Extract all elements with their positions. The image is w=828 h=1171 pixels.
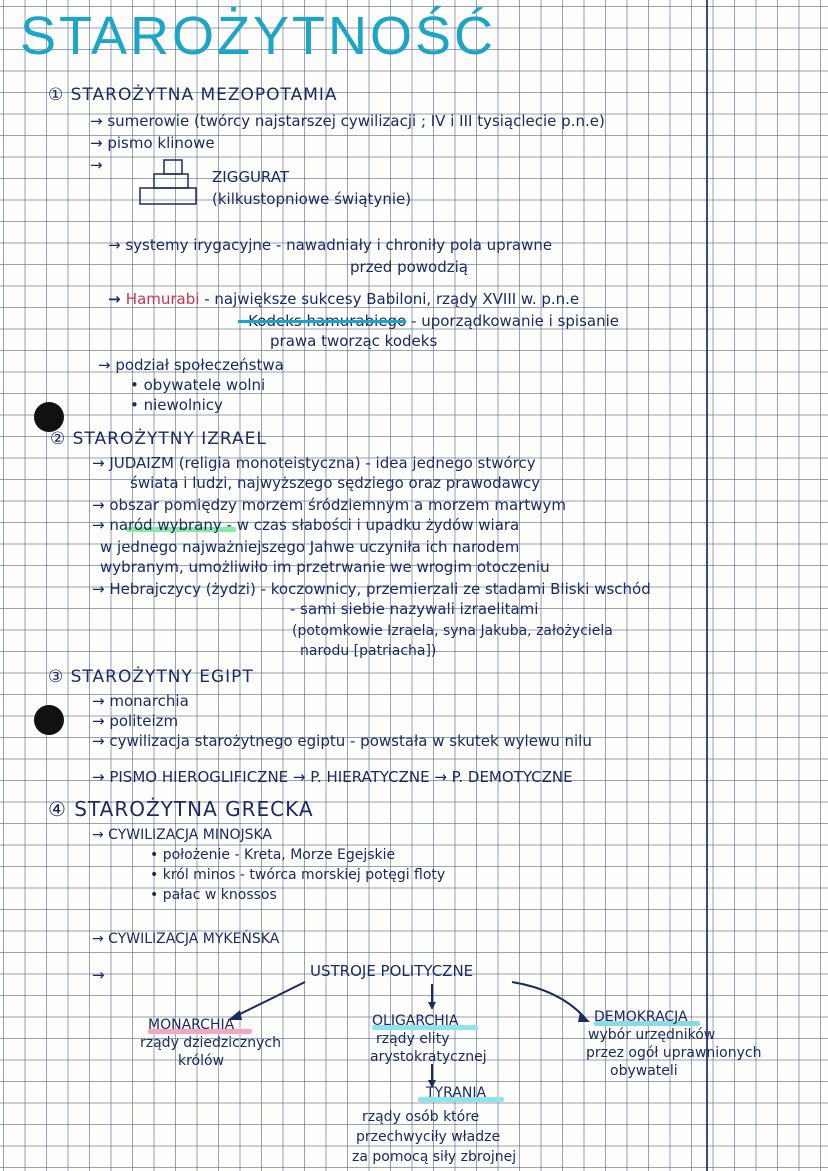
binder-hole — [34, 705, 64, 735]
note-line: → CYWILIZACJA MYKEŃSKA — [92, 931, 280, 947]
note-line: rządy elity — [376, 1031, 450, 1047]
note-line: (potomkowie Izraela, syna Jakuba, założyciela — [292, 623, 613, 639]
note-line: → — [90, 156, 103, 174]
note-line: (kilkustopniowe świątynie) — [212, 190, 412, 208]
ustroje-heading: USTROJE POLITYCZNE — [310, 962, 474, 980]
note-line: - sami siebie nazywali izraelitami — [290, 600, 539, 618]
note-line: obywateli — [610, 1063, 678, 1079]
note-line: arystokratycznej — [370, 1049, 487, 1065]
note-line — [92, 516, 519, 534]
tyrania-label: TYRANIA — [426, 1085, 487, 1101]
note-line: → CYWILIZACJA MINOJSKA — [92, 827, 272, 843]
note-line: królów — [178, 1053, 225, 1069]
note-text: - uporządkowanie i spisanie — [406, 312, 619, 330]
section-heading-mezopotamia: ① STAROŻYTNA MEZOPOTAMIA — [48, 85, 338, 105]
note-line: → pismo klinowe — [90, 134, 215, 152]
highlighted-term: → naród wybrany — [92, 516, 222, 534]
note-text: - w czas słabości i upadku żydów wiara — [221, 516, 520, 534]
section-heading-egipt: ③ STAROŻYTNY EGIPT — [48, 667, 254, 687]
note-line: • pałac w knossos — [150, 887, 277, 903]
note-line: wybór urzędników — [588, 1027, 716, 1043]
note-line: • niewolnicy — [130, 396, 223, 414]
note-line: → Hebrajczycy (żydzi) - koczownicy, przemierzali ze stadami Bliski wschód — [92, 580, 651, 598]
note-line: → — [92, 966, 105, 984]
note-line — [238, 312, 619, 330]
note-line: → PISMO HIEROGLIFICZNE → P. HIERATYCZNE → P. DEMOTYCZNE — [92, 768, 573, 786]
note-line: za pomocą siły zbrojnej — [352, 1149, 517, 1165]
note-line: → politeizm — [92, 712, 179, 730]
note-line: • obywatele wolni — [130, 376, 266, 394]
note-line: → JUDAIZM (religia monoteistyczna) - idea jednego stwórcy — [92, 454, 536, 472]
monarchia-label: MONARCHIA — [148, 1017, 235, 1033]
note-line: przez ogół uprawnionych — [586, 1045, 762, 1061]
note-line: wybranym, umożliwiło im przetrwanie we wrogim otoczeniu — [100, 558, 550, 576]
note-line: • król minos - twórca morskiej potęgi floty — [150, 867, 446, 883]
section-heading-grecja: ④ STAROŻYTNA GRECKA — [48, 797, 314, 821]
note-line: przed powodzią — [350, 258, 468, 276]
section-heading-izrael: ② STAROŻYTNY IZRAEL — [50, 429, 267, 449]
oligarchia-label: OLIGARCHIA — [372, 1013, 459, 1029]
note-line: prawa tworząc kodeks — [270, 332, 438, 350]
note-line: → systemy irygacyjne - nawadniały i chroniły pola uprawne — [108, 236, 553, 254]
note-line: → cywilizacja starożytnego egiptu - powstała w skutek wylewu nilu — [92, 732, 592, 750]
ziggurat-label: ZIGGURAT — [212, 168, 289, 186]
kodeks-strikethrough: - Kodeks hamurabiego — [238, 312, 407, 330]
note-text: - największe sukcesy Babiloni, rządy XVIII w. p.n.e — [199, 290, 580, 308]
note-line: rządy dziedzicznych — [140, 1035, 281, 1051]
note-line: rządy osób które — [362, 1109, 480, 1125]
note-line: → monarchia — [92, 692, 189, 710]
hamurabi-name: Hamurabi — [125, 290, 200, 308]
note-line: w jednego najważniejszego Jahwe uczyniła ich narodem — [100, 538, 520, 556]
page-title: STAROŻYTNOŚĆ — [20, 6, 497, 66]
note-line: świata i ludzi, najwyższego sędziego oraz prawodawcy — [130, 474, 541, 492]
note-line: przechwyciły władze — [356, 1129, 501, 1145]
note-line: → podział społeczeństwa — [98, 356, 284, 374]
note-line: → Hamurabi - największe sukcesy Babiloni, rządy XVIII w. p.n.e — [108, 290, 580, 308]
note-line: → sumerowie (twórcy najstarszej cywilizacji ; IV i III tysiąclecie p.n.e) — [90, 112, 605, 130]
binder-hole — [34, 402, 64, 432]
note-line: → obszar pomiędzy morzem śródziemnym a morzem martwym — [92, 496, 567, 514]
demokracja-label: DEMOKRACJA — [594, 1009, 688, 1025]
note-line: • położenie - Kreta, Morze Egejskie — [150, 847, 396, 863]
note-line: narodu [patriacha]) — [300, 643, 437, 659]
